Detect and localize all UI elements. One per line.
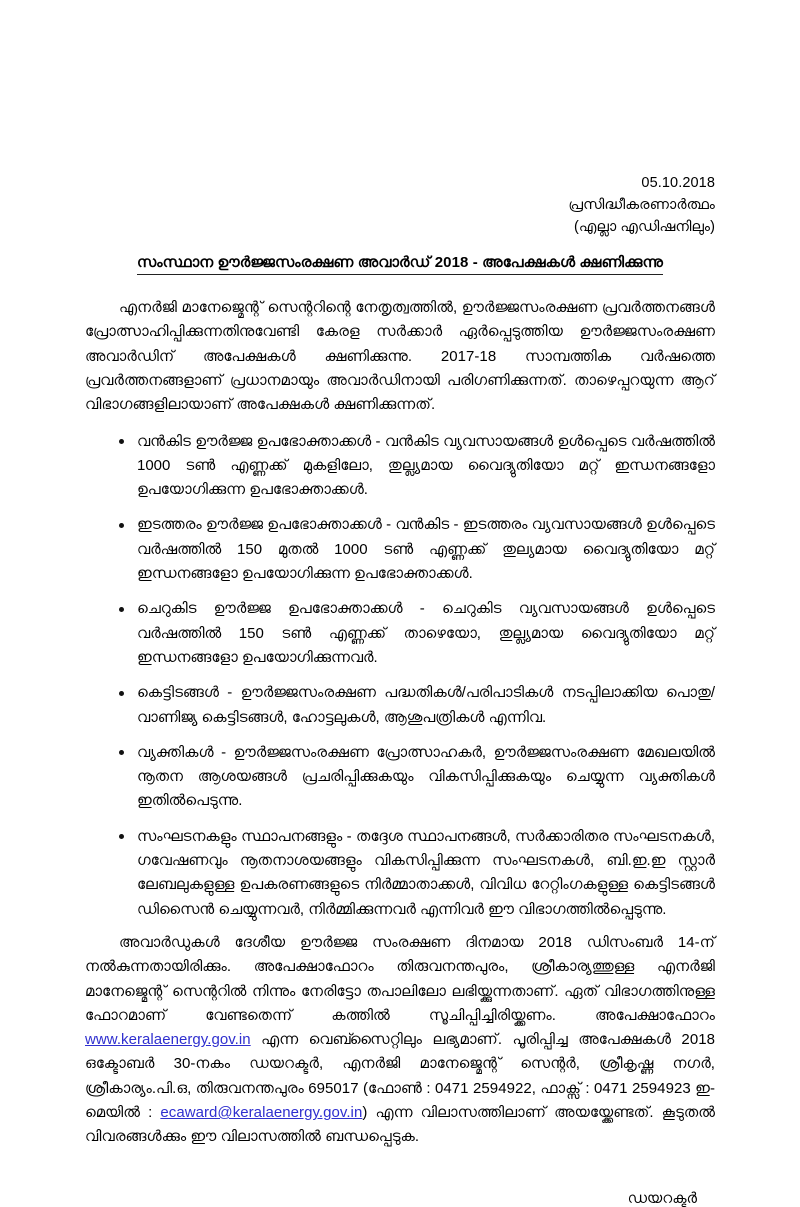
header-date: 05.10.2018	[641, 175, 715, 191]
page-title-text: സംസ്ഥാന ഊർജ്ജസംരക്ഷണ അവാർഡ് 2018 - അപേക്ഷകൾ ക്ഷണിക്കുന്നു	[137, 254, 663, 275]
closing-text-part-2: എന്ന വെബ്സൈറ്റിലും ലഭ്യമാണ്. പൂരിപ്പിച്ച അപേക്ഷകൾ 2018 ഒക്ടോബർ 30-നകം ഡയറക്ടർ, എനർജി മാനേജ്മെന്റ് സെന്റർ, ശ്രീകൃഷ്ണ നഗർ, ശ്രീകാര്യം.പി.ഒ, തിരുവനന്തപുരം 695017 (ഫോൺ : 0471 2594922, ഫാക്സ് : 0471 2594923 ഇ-മെയിൽ :	[85, 1031, 715, 1121]
list-item-text: ചെറുകിട ഊർജ്ജ ഉപഭോക്താക്കൾ - ചെറുകിട വ്യവസായങ്ങൾ ഉൾപ്പെടെ വർഷത്തിൽ 150 ടൺ എണ്ണക്ക് താഴെയോ, തുല്ല്യമായ വൈദ്യുതിയോ മറ്റ് ഇന്ധനങ്ങളോ ഉപയോഗിക്കുന്നവർ.	[137, 600, 715, 666]
list-item-text: ഇടത്തരം ഊർജ്ജ ഉപഭോക്താക്കൾ - വൻകിട - ഇടത്തരം വ്യവസായങ്ങൾ ഉൾപ്പെടെ വർഷത്തിൽ 150 മുതൽ 1000 ടൺ എണ്ണക്ക് തുല്യമായ വൈദ്യുതിയോ മറ്റ് ഇന്ധനങ്ങളോ ഉപയോഗിക്കുന്ന ഉപഭോക്താക്കൾ.	[137, 516, 715, 583]
document-content	[85, 0, 715, 1207]
list-item-text: സംഘടനകളും സ്ഥാപനങ്ങളും - തദ്ദേശ സ്ഥാപനങ്ങൾ, സർക്കാരിതര സംഘടനകൾ, ഗവേഷണവും നൂതനാശയങ്ങളും വികസിപ്പിക്കുന്ന സംഘടനകൾ, ബി.ഇ.ഇ സ്റ്റാർ ലേബലുകളുള്ള ഉപകരണങ്ങളുടെ നിർമ്മാതാക്കൾ, വിവിധ റേറ്റിംഗകളുള്ള കെട്ടിടങ്ങൾ ഡിസൈൻ ചെയ്യുന്നവർ, നിർമ്മിക്കുന്നവർ എന്നിവർ ഈ വിഭാഗത്തിൽപ്പെടുന്നു.	[137, 827, 715, 918]
page-title	[85, 254, 715, 278]
header-edition-note: (എല്ലാ എഡിഷനിലും)	[573, 219, 715, 236]
email-link[interactable]: ecaward@keralaenergy.gov.in	[160, 1104, 363, 1121]
closing-text-part-1: അവാർഡുകൾ ദേശീയ ഊർജ്ജ സംരക്ഷണ ദിനമായ 2018 ഡിസംബർ 14-ന് നൽകുന്നതായിരിക്കും. അപേക്ഷാഫോറം തിരുവനന്തപുരം, ശ്രീകാര്യത്തുള്ള എനർജി മാനേജ്മെന്റ് സെന്ററിൽ നിന്നും നേരിട്ടോ തപാലിലോ ലഭിയ്ക്കുന്നതാണ്. ഏത് വിഭാഗത്തിനുള്ള ഫോറമാണ് വേണ്ടതെന്ന് കത്തിൽ സൂചിപ്പിച്ചിരിയ്ക്കണം. അപേക്ഷാഫോറം	[85, 933, 715, 1024]
bullet-icon	[119, 750, 124, 755]
signature-designation: ഡയറക്ടർ	[627, 1189, 697, 1207]
website-link[interactable]: www.keralaenergy.gov.in	[85, 1031, 251, 1049]
bullet-icon	[119, 691, 124, 696]
list-item-large-consumers	[85, 430, 715, 503]
list-item-text: വൻകിട ഊർജ്ജ ഉപഭോക്താക്കൾ - വൻകിട വ്യവസായങ്ങൾ ഉൾപ്പെടെ വർഷത്തിൽ 1000 ടൺ എണ്ണക്ക് മുകളിലോ, തുല്ല്യമായ വൈദ്യുതിയോ മറ്റ് ഇന്ധനങ്ങളോ ഉപയോഗിക്കുന്ന ഉപഭോക്താക്കൾ.	[137, 432, 715, 499]
intro-paragraph: എനർജി മാനേജ്മെന്റ് സെന്ററിന്റെ നേതൃത്വത്തിൽ, ഊർജ്ജസംരക്ഷണ പ്രവർത്തനങ്ങൾ പ്രോത്സാഹിപ്പിക്കുന്നതിനുവേണ്ടി കേരള സർക്കാർ ഏർപ്പെടുത്തിയ ഊർജ്ജസംരക്ഷണ അവാർഡിന് അപേക്ഷകൾ ക്ഷണിക്കുന്നു. 2017-18 സാമ്പത്തിക വർഷത്തെ പ്രവർത്തനങ്ങളാണ് പ്രധാനമായും അവാർഡിനായി പരിഗണിക്കുന്നത്. താഴെപ്പറയുന്ന ആറ് വിഭാഗങ്ങളിലായാണ് അപേക്ഷകൾ ക്ഷണിക്കുന്നത്.	[85, 299, 715, 414]
list-item-small-consumers	[85, 597, 715, 670]
closing-text-part-3: ) എന്ന വിലാസത്തിലാണ് അയയ്ക്കേണ്ടത്. കൂടുതൽ വിവരങ്ങൾക്കും ഈ വിലാസത്തിൽ ബന്ധപ്പെടുക.	[85, 1104, 715, 1146]
bullet-icon	[119, 439, 124, 444]
bullet-icon	[119, 607, 124, 612]
list-item-text: കെട്ടിടങ്ങൾ - ഊർജ്ജസംരക്ഷണ പദ്ധതികൾ/പരിപാടികൾ നടപ്പിലാക്കിയ പൊതു/വാണിജ്യ കെട്ടിടങ്ങൾ, ഹോട്ടലുകൾ, ആശുപത്രികൾ എന്നിവ.	[137, 684, 715, 726]
list-item-buildings	[85, 681, 715, 730]
list-item-text: വ്യക്തികൾ - ഊർജ്ജസംരക്ഷണ പ്രോത്സാഹകർ, ഊർജ്ജസംരക്ഷണ മേഖലയിൽ നൂതന ആശയങ്ങൾ പ്രചരിപ്പിക്കുകയും വികസിപ്പിക്കുകയും ചെയ്യുന്ന വ്യക്തികൾ ഇതിൽപെടുന്നു.	[137, 743, 715, 810]
document-header	[85, 0, 715, 238]
list-item-individuals	[85, 741, 715, 814]
list-item-organizations-institutions	[85, 825, 715, 922]
closing-paragraph	[85, 931, 715, 1150]
header-for-publication: പ്രസിദ്ധീകരണാർത്ഥം	[568, 197, 715, 214]
category-list	[85, 430, 715, 922]
bullet-icon	[119, 523, 124, 528]
bullet-icon	[119, 834, 124, 839]
list-item-medium-consumers	[85, 513, 715, 586]
